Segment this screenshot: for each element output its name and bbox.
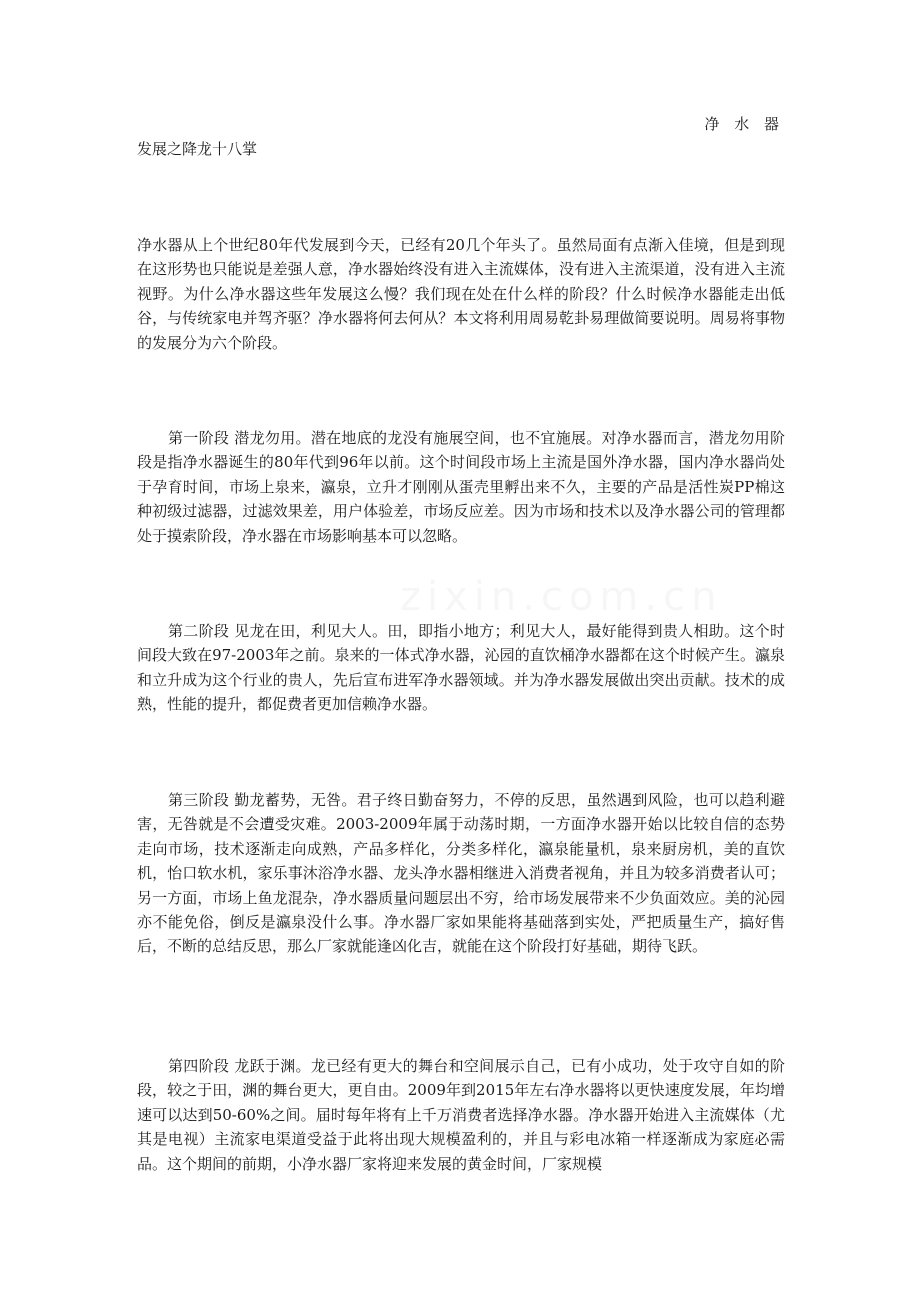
watermark [400,574,722,620]
paragraph-stage-4: 第四阶段 龙跃于渊。龙已经有更大的舞台和空间展示自己，已有小成功，处于攻守自如的阶段，较之于田，渊的舞台更大，更自由。2009年到2015年左右净水器将以更快速度发展，年均增速可以达到50-60%之间。届时每年将有上千万消费者选择净水器。净水器开始进入主流媒体（尤其是电视）主流家电渠道受益于此将出现大规模盈利的，并且与彩电冰箱一样逐渐成为家庭必需品。这个期间的前期，小净水器厂家将迎来发展的黄金时间，厂家规模 [137,1057,785,1173]
document-title-line2: 发展之降龙十八掌 [137,140,258,158]
paragraph-stage-3: 第三阶段 勤龙蓄势，无咎。君子终日勤奋努力，不停的反思，虽然遇到风险，也可以趋利避害，无咎就是不会遭受灾难。2003-2009年属于动荡时期，一方面净水器开始以比较自信的态势走向市场，技术逐渐走向成熟，产品多样化，分类多样化，瀛泉能量机，泉来厨房机，美的直饮机，怡口软水机，家乐事沐浴净水器、龙头净水器相继进入消费者视角，并且为较多消费者认可；另一方面，市场上鱼龙混杂，净水器质量问题层出不穷，给市场发展带来不少负面效应。美的沁园亦不能免俗，倒反是瀛泉没什么事。净水器厂家如果能将基础落到实处，严把质量生产，搞好售后，不断的总结反思，那么厂家就能逢凶化吉，就能在这个阶段打好基础，期待飞跃。 [137,791,785,956]
paragraph-stage-1: 第一阶段 潜龙勿用。潜在地底的龙没有施展空间，也不宜施展。对净水器而言，潜龙勿用阶段是指净水器诞生的80年代到96年以前。这个时间段市场上主流是国外净水器，国内净水器尚处于孕育时间，市场上泉来，瀛泉，立升才刚刚从蛋壳里孵出来不久，主要的产品是活性炭PP棉这种初级过滤器，过滤效果差，用户体验差，市场反应差。因为市场和技术以及净水器公司的管理都处于摸索阶段，净水器在市场影响基本可以忽略。 [137,429,785,545]
document-title-line1: 净 水 器 [704,115,784,133]
paragraph-intro: 净水器从上个世纪80年代发展到今天，已经有20几个年头了。虽然局面有点渐入佳境，但是到现在这形势也只能说是差强人意，净水器始终没有进入主流媒体，没有进入主流渠道，没有进入主流视野。为什么净水器这些年发展这么慢？我们现在处在什么样的阶段？什么时候净水器能走出低谷，与传统家电并驾齐驱？净水器将何去何从？本文将利用周易乾卦易理做简要说明。周易将事物的发展分为六个阶段。 [137,236,785,352]
paragraph-stage-2: 第二阶段 见龙在田，利见大人。田，即指小地方；利见大人，最好能得到贵人相助。这个时间段大致在97-2003年之前。泉来的一体式净水器，沁园的直饮桶净水器都在这个时候产生。瀛泉和立升成为这个行业的贵人，先后宣布进军净水器领域。并为净水器发展做出突出贡献。技术的成熟，性能的提升，都促费者更加信赖净水器。 [137,622,785,714]
